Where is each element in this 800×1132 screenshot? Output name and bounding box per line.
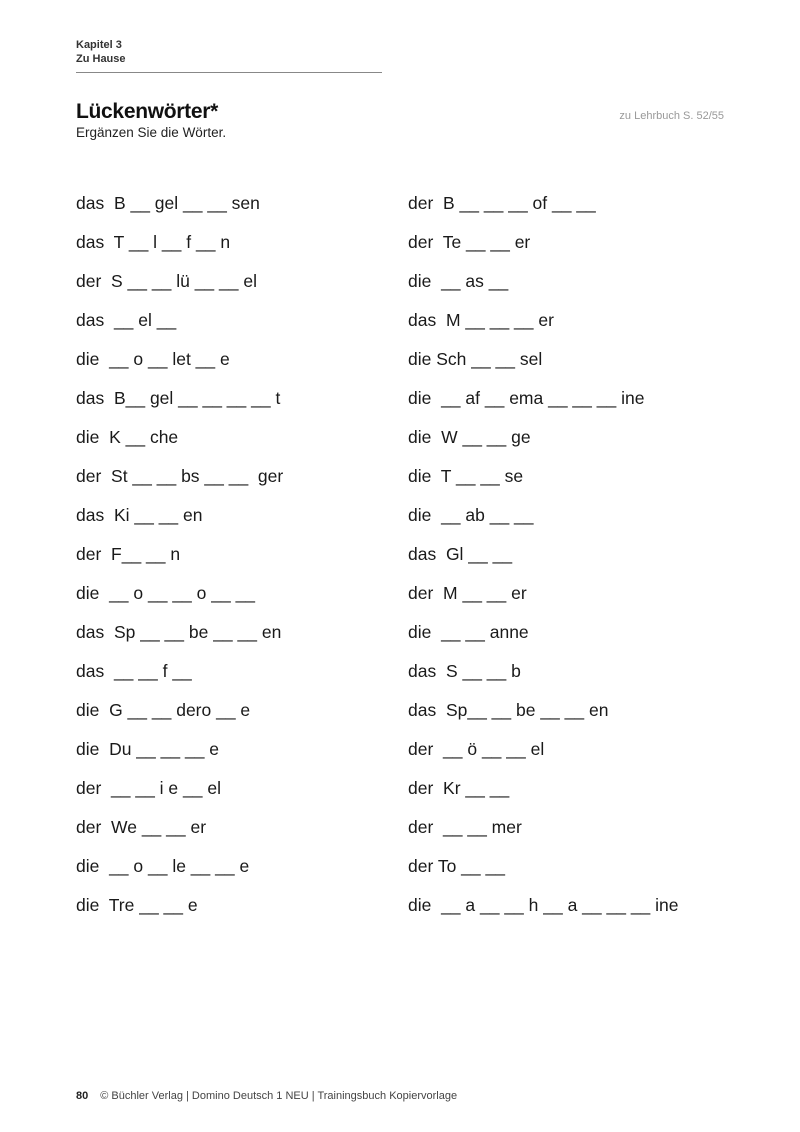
gap-word-item: der __ __ i e __ el: [76, 778, 221, 798]
gap-word-item: der __ ö __ __ el: [408, 739, 545, 759]
gap-word-item: die __ o __ le __ __ e: [76, 856, 250, 876]
gap-word-item: der M __ __ er: [408, 583, 527, 603]
page-footer: [76, 1090, 457, 1102]
gap-word-item: der Te __ __ er: [408, 232, 531, 252]
page-number: 80: [76, 1090, 89, 1102]
textbook-reference: zu Lehrbuch S. 52/55: [619, 110, 724, 122]
gap-word-item: die Sch __ __ sel: [408, 349, 543, 369]
chapter-topic: Zu Hause: [76, 53, 126, 65]
gap-word-item: das S __ __ b: [408, 661, 521, 681]
gap-word-item: das __ __ f __: [76, 661, 192, 681]
gap-word-item: das Gl __ __: [408, 544, 513, 564]
exercise-title: Lückenwörter*: [76, 100, 218, 123]
footer-credit: © Büchler Verlag | Domino Deutsch 1 NEU | Trainingsbuch Kopiervorlage: [100, 1090, 458, 1102]
gap-word-item: die __ o __ __ o __ __: [76, 583, 256, 603]
gap-word-item: das __ el __: [76, 310, 177, 330]
word-list-left: [76, 189, 283, 930]
gap-word-item: die W __ __ ge: [408, 427, 531, 447]
gap-word-item: die Du __ __ __ e: [76, 739, 220, 759]
gap-word-item: die __ a __ __ h __ a __ __ __ ine: [408, 895, 679, 915]
gap-word-item: der B __ __ __ of __ __: [408, 193, 596, 213]
gap-word-item: die __ as __: [408, 271, 509, 291]
gap-word-item: das B__ gel __ __ __ __ t: [76, 388, 281, 408]
exercise-instruction: Ergänzen Sie die Wörter.: [76, 125, 227, 140]
gap-word-item: der To __ __: [408, 856, 505, 876]
gap-word-item: die __ af __ ema __ __ __ ine: [408, 388, 645, 408]
gap-word-item: das Sp __ __ be __ __ en: [76, 622, 282, 642]
gap-word-item: die __ o __ let __ e: [76, 349, 230, 369]
chapter-header: [76, 38, 126, 66]
gap-word-item: das T __ l __ f __ n: [76, 232, 231, 252]
gap-word-item: das M __ __ __ er: [408, 310, 554, 330]
header-divider: [76, 72, 382, 73]
gap-word-item: das Ki __ __ en: [76, 505, 203, 525]
gap-word-item: das B __ gel __ __ sen: [76, 193, 260, 213]
gap-word-item: der F__ __ n: [76, 544, 181, 564]
gap-word-item: die Tre __ __ e: [76, 895, 198, 915]
word-list-right: [408, 189, 679, 930]
gap-word-item: die __ __ anne: [408, 622, 529, 642]
gap-word-item: der St __ __ bs __ __ ger: [76, 466, 284, 486]
chapter-number: Kapitel 3: [76, 39, 122, 51]
gap-word-item: der __ __ mer: [408, 817, 522, 837]
gap-word-item: das Sp__ __ be __ __ en: [408, 700, 609, 720]
gap-word-item: der S __ __ lü __ __ el: [76, 271, 257, 291]
gap-word-item: der We __ __ er: [76, 817, 207, 837]
gap-word-item: der Kr __ __: [408, 778, 510, 798]
gap-word-item: die __ ab __ __: [408, 505, 534, 525]
gap-word-item: die K __ che: [76, 427, 179, 447]
gap-word-item: die T __ __ se: [408, 466, 524, 486]
gap-word-item: die G __ __ dero __ e: [76, 700, 251, 720]
